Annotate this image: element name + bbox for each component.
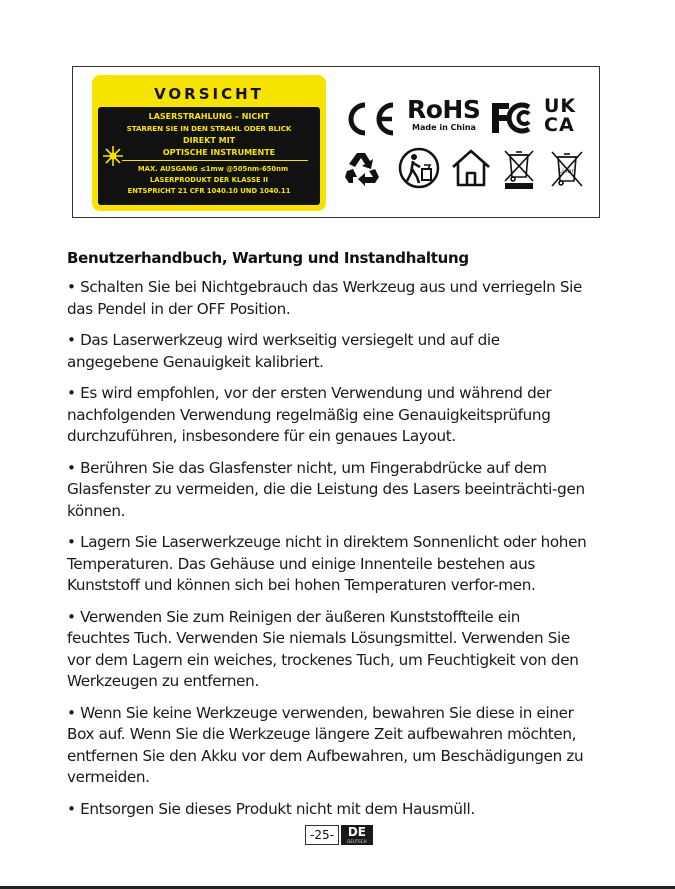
- page-number: -25-: [305, 825, 339, 845]
- warning-line-2: STARREN SIE IN DEN STRAHL ODER BLICK: [126, 124, 292, 133]
- warning-line-7: ENTSPRICHT 21 CFR 1040.10 UND 1040.11: [127, 187, 291, 195]
- warning-title: VORSICHT: [154, 85, 264, 103]
- warning-line-5: MAX. AUSGANG ≤1mw @505nm-650nm: [137, 165, 289, 173]
- svg-text:Li-ion: Li-ion: [558, 168, 576, 175]
- crossed-bin-icon: [501, 147, 537, 191]
- section-heading: Benutzerhandbuch, Wartung und Instandhaltung: [67, 249, 469, 267]
- made-in-text: Made in China: [412, 123, 476, 132]
- warning-line-6: LASERPRODUKT DER KLASSE II: [149, 176, 269, 184]
- ukca-top: UK: [544, 95, 577, 117]
- paragraph-6: • Verwenden Sie zum Reinigen der äußeren Kunststoffteile ein feuchtes Tuch. Verwenden Sie niemals Lösungsmittel. Verwenden Sie vor dem Lagern ein weiches, trockenes Tuch, um Feuchtigkeit von den Werkzeugen zu entfernen.: [67, 607, 579, 690]
- recycle-icon: [343, 147, 383, 187]
- page-footer: [305, 825, 373, 845]
- ukca-mark: [544, 97, 584, 137]
- disposal-person-icon: [397, 147, 441, 189]
- warning-line-4: OPTISCHE INSTRUMENTE: [162, 148, 276, 157]
- paragraph-4: • Berühren Sie das Glasfenster nicht, um Fingerabdrücke auf dem Glasfenster zu vermeiden, die die Leistung des Lasers beeinträchti-gen können.: [67, 458, 585, 520]
- rohs-text: RoHS: [407, 95, 481, 124]
- language-name: DEUTSCH: [347, 839, 367, 844]
- laser-warning-label: [92, 75, 326, 211]
- paragraph-5: • Lagern Sie Laserwerkzeuge nicht in direktem Sonnenlicht oder hohen Temperaturen. Das Gehäuse und einige Innenteile bestehen aus Kunststoff und können sich bei hohen Temperaturen verfor-men.: [67, 533, 587, 594]
- rohs-mark: [407, 95, 481, 132]
- language-code: DE: [347, 825, 367, 839]
- house-icon: [449, 147, 493, 189]
- paragraph-7: • Wenn Sie keine Werkzeuge verwenden, bewahren Sie diese in einer Box auf. Wenn Sie die Werkzeuge längere Zeit aufbewahren möchten, entfernen Sie den Akku vor dem Aufbewahren, um Beschädigungen zu vermeiden.: [67, 703, 584, 786]
- ce-mark-icon: [343, 101, 399, 137]
- compliance-label-box: [72, 66, 600, 218]
- crossed-bin-icon-2: [547, 147, 587, 191]
- warning-line-3: DIREKT MIT: [182, 136, 236, 145]
- paragraph-3: • Es wird empfohlen, vor der ersten Verwendung und während der nachfolgenden Verwendung regelmäßig eine Genauigkeitsprüfung durchzuführen, insbesondere für ein genaues Layout.: [67, 384, 552, 445]
- fc-mark-icon: [489, 99, 537, 137]
- laser-burst-icon: [102, 145, 124, 167]
- ukca-bottom: CA: [544, 114, 575, 136]
- paragraph-1: • Schalten Sie bei Nichtgebrauch das Werkzeug aus und verriegeln Sie das Pendel in der OFF Position.: [67, 278, 583, 318]
- warning-line-1: LASERSTRAHLUNG – NICHT: [148, 112, 270, 121]
- language-badge: [341, 825, 373, 845]
- paragraph-2: • Das Laserwerkzeug wird werkseitig versiegelt und auf die angegebene Genauigkeit kalibriert.: [67, 331, 500, 371]
- paragraph-8: • Entsorgen Sie dieses Produkt nicht mit dem Hausmüll.: [67, 799, 475, 818]
- warning-text-panel: [98, 107, 320, 205]
- warning-divider: [122, 160, 308, 161]
- maintenance-section: [67, 247, 587, 830]
